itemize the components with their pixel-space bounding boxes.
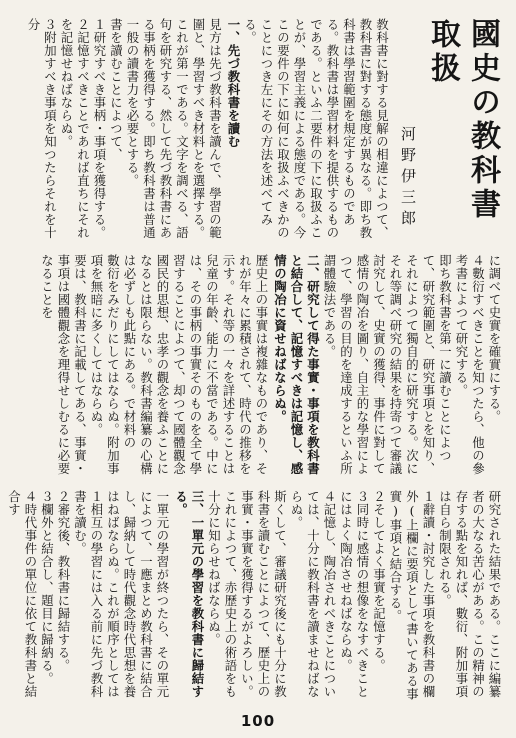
section-heading-3: 三、一單元の學習を教科書に歸結する。 — [173, 490, 205, 698]
middle-tier-text — [18, 254, 502, 476]
section-heading-1: 一、先づ教科書を讀む — [226, 18, 241, 148]
paragraph: 數衍をみだりにしてはならぬ。附加事項を無暗に多くしてはならぬ。 — [89, 254, 121, 475]
bottom-tier — [6, 490, 502, 704]
paragraph: 書を讀むことによつて、 — [108, 18, 124, 161]
paragraph: 歷史上の事實は複雜なものであり、それが年々に累積されて、時代の推移を示す。それ等の一々を詳述することは兒童の年齡、能力に不當である。中には、その事柄の事實そのものを全て學習することによつて、却つて國體觀念國民的思想、忠孝の觀念を養ふことになるとは限らない。教科書編纂の心構は必ずしも此點にある。で材料の — [122, 254, 269, 475]
list-item: ３附加すべき事項を知つたらそれを十分 — [26, 18, 58, 239]
list-item: ３同時に感情の想像をなすべきことにはよく陶冶させねばならぬ。 — [338, 490, 370, 698]
middle-tier — [18, 254, 502, 476]
list-item: １研究すべき事柄・事項を獲得する。 — [92, 18, 107, 239]
paragraph: に調べて史實を確實にする。 — [487, 254, 502, 423]
paragraph: 一單元の學習が終つたら、その單元によつて、一應まとめ教科書に結合し、歸納して時代觀念時代思想を養はねばならぬ。これが順序としては — [105, 490, 170, 698]
list-item: １相互の學習には入る前に先づ教科書を讀む。 — [72, 490, 104, 698]
list-item: ３欄外と結合し、題目に歸納る。 — [39, 490, 55, 685]
paragraph: 研究された結果である。ここに編纂者の大なる苦心がある。この精神の存する點を知れば、數衍、附加事項は自ら制限される。 — [437, 490, 502, 698]
paragraph: 要は、教科書に記載してある、事實・事項は國體觀念を理得せしむるに必要なることを — [39, 254, 88, 475]
intro-paragraph: 教科書に對する見解の相違によつて、教科書に對する態度が異なる。即ち教科書は學習範圍を規定するものである。教科書は學習材料を提供するものである。といふ二要件の下に取扱ふことが、學習主義による態度である。今この要件の下に如何に取扱ふべきかのことにつき左にその方法を述べてみる。 — [242, 18, 390, 239]
bottom-tier-text — [6, 490, 502, 704]
list-item: １辭讀・討究した事項を教科書の欄外(上欄に要項として書いてある事實)事項と結合する。 — [388, 490, 436, 701]
list-item: ４記憶し、陶冶されべきことについては、十分に教科書を讀ませねばならぬ。 — [289, 490, 337, 698]
list-item: ２記憶すべきことであれば直ちにそれを記憶せねばならぬ。 — [59, 18, 91, 239]
article-title: 國史の教科書取扱 — [425, 18, 500, 222]
top-tier — [18, 18, 502, 240]
author-name: 河野伊三郎 — [399, 126, 417, 231]
section-heading-2: 二、研究して得た事實・事項を教科書と結合して、記憶すべきは記憶し、感情の陶冶に資せねばならぬ。 — [272, 254, 321, 475]
top-tier-text — [18, 18, 502, 240]
paragraph: 即ち教科書を第一に讀むことによつて、研究範圍と、研究事項とを知り、それによつて獨自的に研究する。次にそれ等調べ研究の結果を持寄つて審議討究して、史實の獲得、事件に對して感情の陶冶を圖り、自主的な學習によつて、學習の目的を達成するといふ所謂體驗法である。 — [322, 254, 453, 475]
list-item: ４時代事件の單位に依て教科書と結合す — [6, 490, 38, 698]
list-item: ４數衍すべきことを知つたら、他の參考書によつて研究する。 — [454, 254, 486, 475]
list-item: ２審究後、教科書に歸結する。 — [56, 490, 71, 672]
paragraph: 見方は先づ教科書を讀んで、學習の範圍と、學習すべき材料とを選擇する。これが第一である。文字を調べる、語句を研究する、然して先づ教科書にある事柄を獲得する。即ち教科書は普通一般の讀書力を必要とする。 — [125, 18, 223, 239]
page-number: 100 — [240, 712, 276, 730]
paragraph: 斯くして、審議研究後にも十分に教科書を讀むことによつて、歷史上の事實・事實を獲得するがよろしい。これによつて、赤歷史上の術語をも十分に知らせねばならぬ。 — [206, 490, 288, 698]
list-item: ２そしてよく事實を記憶する。 — [371, 490, 387, 672]
